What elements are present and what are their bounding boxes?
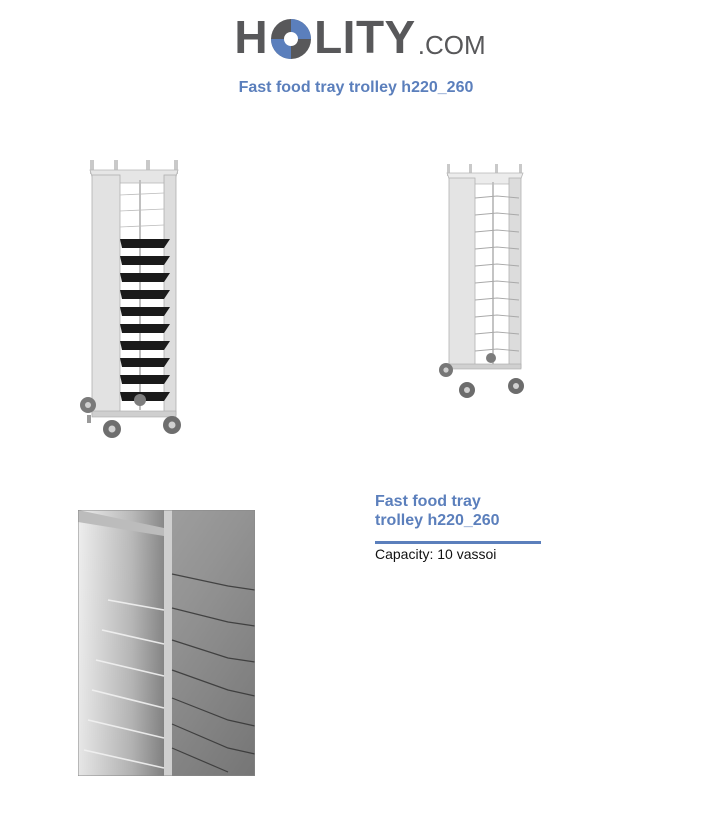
- product-title: [375, 492, 555, 530]
- capacity-label: Capacity:: [375, 546, 434, 562]
- logo-letters-left: H: [234, 11, 269, 63]
- product-title-line1: Fast food tray: [375, 493, 481, 510]
- page-title: Fast food tray trolley h220_260: [238, 79, 474, 96]
- capacity-value: 10 vassoi: [437, 546, 497, 562]
- trolley-empty-photo[interactable]: [437, 160, 532, 402]
- logo-globe-icon: [269, 17, 313, 61]
- title-divider: [375, 541, 541, 544]
- logo-letters-right: LITY: [314, 11, 416, 63]
- trolley-with-trays-photo[interactable]: [78, 155, 188, 445]
- capacity-spec: [375, 546, 496, 562]
- logo-wordmark: [234, 11, 486, 63]
- trolley-interior-closeup-photo[interactable]: [78, 510, 255, 776]
- product-title-line2: trolley h220_260: [375, 512, 500, 529]
- site-logo[interactable]: [0, 11, 720, 63]
- logo-suffix: .COM: [417, 30, 486, 60]
